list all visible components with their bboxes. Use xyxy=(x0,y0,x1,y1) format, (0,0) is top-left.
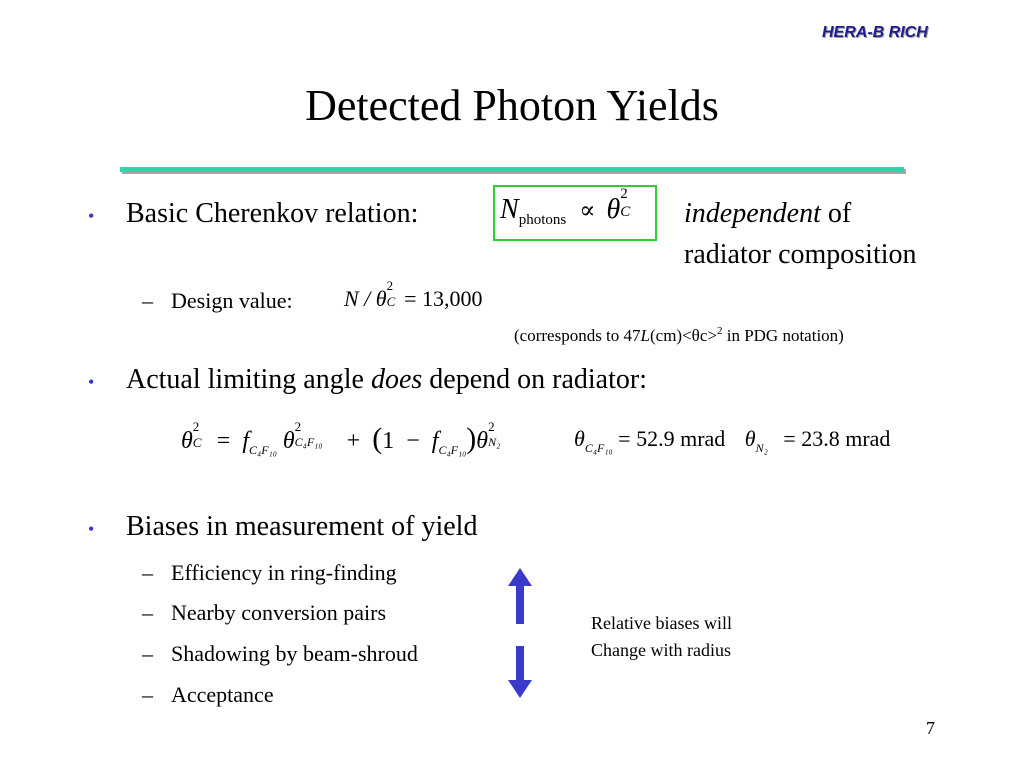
formula-theta-sub: C xyxy=(620,204,631,220)
sub-item-1: Efficiency in ring-finding xyxy=(171,560,397,585)
eq-minus: − xyxy=(406,428,420,454)
eq-t2: θ xyxy=(476,428,489,454)
sub-item-2: Nearby conversion pairs xyxy=(171,600,387,625)
eq-t1: θ xyxy=(282,428,295,454)
photon-relation-formula xyxy=(500,186,634,228)
dash-sub-4: – xyxy=(142,682,153,707)
eq-equals: = xyxy=(216,428,231,454)
independent-note-line2: radiator composition xyxy=(684,239,917,270)
design-sub: C xyxy=(386,294,396,309)
formula-N: N xyxy=(500,194,519,225)
val-c4f10: = 52.9 mrad xyxy=(618,426,726,451)
independent-note-line1 xyxy=(684,198,851,230)
eq-lhs-theta: θ xyxy=(181,428,193,454)
eq-paren-open: ( xyxy=(372,422,383,455)
side-note-line1: Relative biases will xyxy=(591,613,732,633)
design-sup: 2 xyxy=(386,278,394,293)
header-tag: HERA-B RICH xyxy=(822,24,928,41)
bullet-1-dot: • xyxy=(88,206,95,226)
eq-lhs-sup: 2 xyxy=(192,419,200,434)
eq-t1-sup: 2 xyxy=(294,419,302,434)
eq-lhs-sub: C xyxy=(192,435,202,450)
of-word: of xyxy=(820,198,852,229)
dash-sub-3: – xyxy=(142,641,153,666)
eq-plus: + xyxy=(346,428,361,454)
eq-t2-sup: 2 xyxy=(488,419,495,434)
design-formula xyxy=(344,278,483,312)
theta-c-equation xyxy=(181,419,504,457)
sub-item-3: Shadowing by beam-shroud xyxy=(171,641,418,666)
up-arrow-icon xyxy=(508,568,532,624)
eq-t1-sub: C₄F₁₀ xyxy=(294,435,323,449)
bullet-1-text: Basic Cherenkov relation: xyxy=(126,198,419,229)
val-theta-c4f10: θ xyxy=(574,426,585,451)
formula-N-sub: photons xyxy=(518,212,567,228)
pdg-note-sup: 2 xyxy=(716,325,723,337)
val-theta-c4f10-sub: C₄F₁₀ xyxy=(584,441,613,455)
pdg-note-a: (corresponds to 47 xyxy=(514,326,641,345)
slide-title: Detected Photon Yields xyxy=(305,81,719,130)
pdg-note-b: (cm)<θc> xyxy=(650,326,717,345)
b2-b: depend on radiator: xyxy=(422,364,647,395)
pdg-note-L: L xyxy=(640,326,650,345)
formula-theta: θ xyxy=(606,194,621,225)
sub-item-4: Acceptance xyxy=(171,682,274,707)
title-underline xyxy=(120,167,904,172)
val-theta-n2-sub: N₂ xyxy=(755,441,768,455)
val-theta-n2: θ xyxy=(744,426,756,451)
side-note-line2: Change with radius xyxy=(591,640,731,660)
dash-design: – xyxy=(142,288,153,313)
bullet-2-dot: • xyxy=(88,372,95,392)
eq-f2-sub: C₄F₁₀ xyxy=(438,443,467,457)
design-value: = 13,000 xyxy=(404,286,483,311)
eq-f1: f xyxy=(242,428,250,454)
val-n2: = 23.8 mrad xyxy=(783,426,891,451)
eq-t2-sub: N₂ xyxy=(488,435,501,449)
design-formula-text: N / θ xyxy=(344,286,387,311)
formula-proportional: ∝ xyxy=(579,198,596,224)
bullet-2-text xyxy=(126,364,647,396)
eq-paren-close: ) xyxy=(466,422,477,455)
eq-f1-sub: C₄F₁₀ xyxy=(249,443,277,457)
b2-does: does xyxy=(370,364,423,395)
dash-sub-1: – xyxy=(142,560,153,585)
design-label: Design value: xyxy=(171,288,293,313)
page-number: 7 xyxy=(926,718,935,738)
dash-sub-2: – xyxy=(142,600,153,625)
independent-word: independent xyxy=(684,198,821,229)
eq-f2: f xyxy=(431,428,439,454)
pdg-note xyxy=(514,326,844,346)
formula-theta-sup: 2 xyxy=(620,186,628,202)
eq-one: 1 xyxy=(382,428,395,454)
down-arrow-icon xyxy=(508,646,532,698)
bullet-3-dot: • xyxy=(88,519,95,539)
theta-values xyxy=(574,426,891,455)
pdg-note-c: in PDG notation) xyxy=(722,326,844,345)
bullet-3-text: Biases in measurement of yield xyxy=(126,511,478,542)
b2-a: Actual limiting angle xyxy=(126,364,371,395)
